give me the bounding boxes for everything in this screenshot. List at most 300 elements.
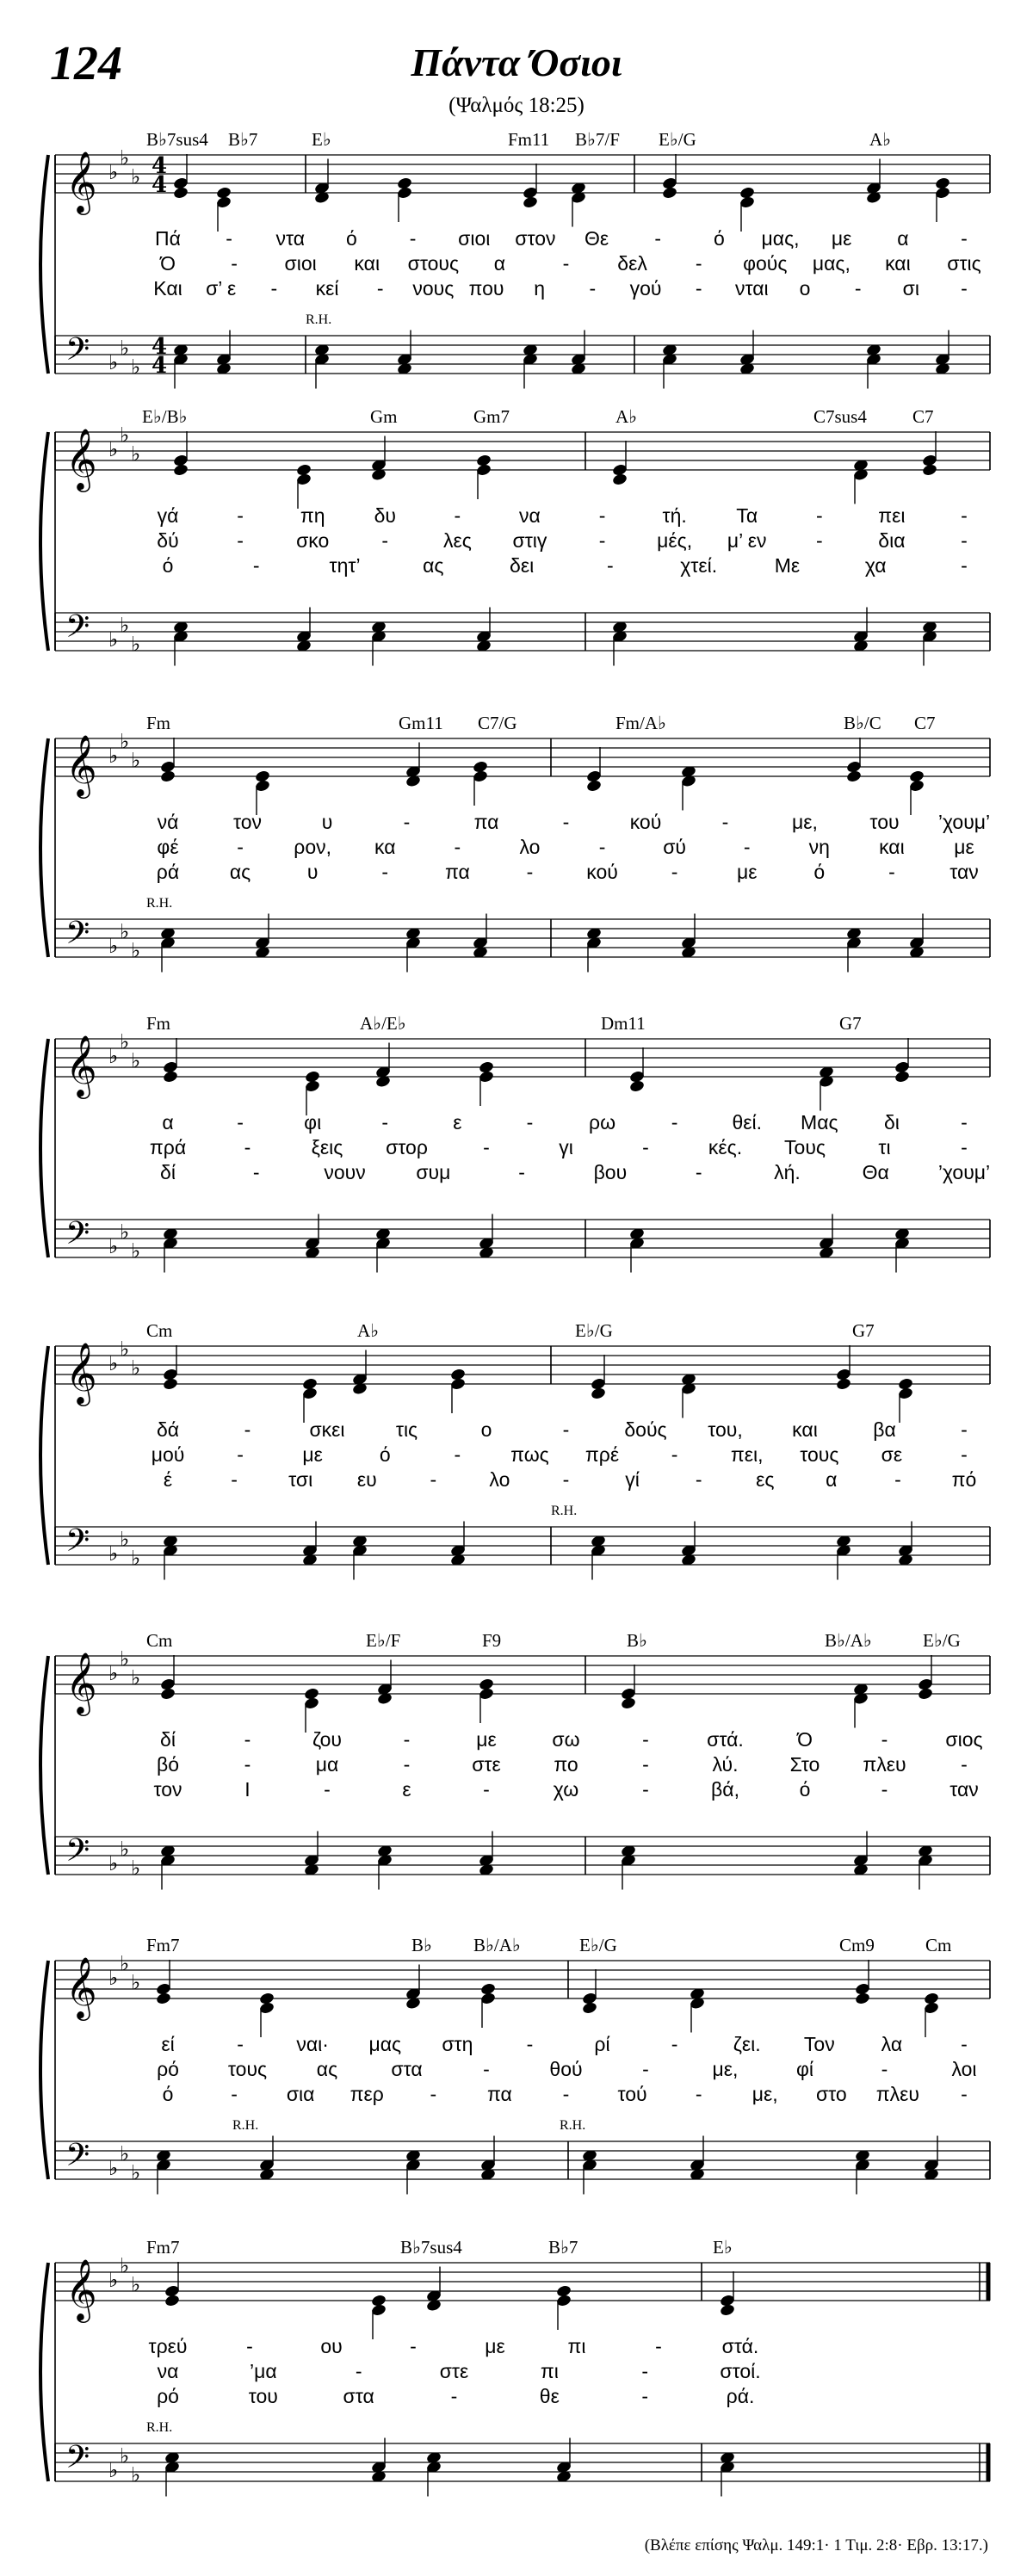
lyric-syllable: Στο — [789, 1753, 820, 1776]
note — [836, 1535, 852, 1580]
lyric-hyphen: - — [695, 1161, 702, 1183]
lyric-syllable: ρά — [156, 861, 180, 883]
note — [662, 343, 678, 389]
lyric-syllable: α — [826, 1468, 838, 1491]
lyric-hyphen: - — [961, 2083, 968, 2105]
lyric-hyphen: - — [454, 1443, 461, 1466]
lyric-syllable: τον — [153, 1778, 182, 1801]
lyric-syllable: περ — [349, 2083, 384, 2105]
lyric-syllable: η — [534, 277, 546, 300]
lyric-syllable: στη — [442, 2033, 473, 2055]
flat-icon: ♭ — [120, 2443, 130, 2468]
lyric-syllable: τή. — [662, 504, 687, 527]
note — [909, 769, 925, 815]
note — [305, 1070, 321, 1115]
note — [621, 1844, 637, 1890]
note — [450, 1368, 467, 1413]
lyric-syllable: μού — [151, 1443, 185, 1466]
lyric-hyphen: - — [881, 1728, 888, 1751]
lyric-syllable: ό — [162, 2083, 174, 2105]
lyric-syllable: ρω — [589, 1111, 616, 1134]
lyric-syllable: κού — [629, 811, 662, 833]
lyric-hyphen: - — [483, 1136, 490, 1158]
flat-icon: ♭ — [108, 1351, 119, 1375]
right-hand-mark: R.H. — [560, 2118, 586, 2133]
lyric-syllable: με — [831, 227, 852, 250]
lyric-syllable: να — [157, 2360, 179, 2382]
lyric-hyphen: - — [381, 861, 389, 883]
note-head — [894, 1070, 911, 1084]
note — [853, 1683, 869, 1728]
bass-staff — [55, 915, 990, 963]
note-head — [612, 473, 628, 486]
lyric-syllable: σω — [552, 1728, 580, 1751]
note — [739, 330, 756, 376]
lyric-syllable: ε — [453, 1111, 462, 1134]
flat-icon: ♭ — [120, 2253, 130, 2278]
note — [377, 1844, 393, 1890]
lyric-hyphen: - — [815, 529, 823, 552]
chord-symbol: Fm — [146, 713, 171, 733]
note-head — [160, 1687, 176, 1701]
lyric-hyphen: - — [598, 504, 606, 527]
note — [629, 1047, 646, 1093]
note — [255, 769, 271, 815]
note — [819, 1066, 835, 1111]
lyric-syllable: πη — [300, 504, 325, 527]
lyric-syllable: στον — [515, 227, 556, 250]
flat-icon: ♭ — [108, 2156, 119, 2180]
flat-icon: ♭ — [108, 1966, 119, 1990]
lyric-hyphen: - — [518, 1161, 525, 1183]
lyric-syllable: ο — [799, 277, 811, 300]
lyric-syllable: σιος — [945, 1728, 983, 1751]
note — [924, 2136, 940, 2182]
bass-clef-icon: 𝄢 — [65, 1523, 90, 1566]
note — [480, 2136, 497, 2182]
flat-icon: ♭ — [108, 1044, 119, 1068]
lyric-syllable: ό — [379, 1443, 391, 1466]
flat-icon: ♭ — [108, 1541, 119, 1566]
note — [621, 1665, 637, 1710]
note — [853, 1832, 869, 1877]
note-head — [586, 779, 603, 793]
lyric-syllable: κεί — [315, 277, 339, 300]
lyric-syllable: σ’ ε — [206, 277, 237, 300]
lyric-syllable: με — [476, 1728, 497, 1751]
bass-staff — [55, 1523, 990, 1571]
lyric-hyphen: - — [430, 2083, 437, 2105]
lyric-syllable: με, — [712, 2058, 739, 2080]
lyric-syllable: χτεί. — [680, 554, 718, 577]
note-head — [918, 1687, 934, 1701]
lyric-hyphen: - — [642, 1136, 649, 1158]
chord-symbol: E♭/F — [366, 1630, 401, 1651]
lyric-syllable: κές. — [708, 1136, 743, 1158]
lyric-syllable: ’μα — [249, 2360, 277, 2382]
lyric-hyphen: - — [961, 1418, 968, 1441]
chord-symbol: B♭7sus4 — [400, 2237, 462, 2258]
note — [479, 1677, 495, 1723]
lyric-line — [0, 528, 1033, 553]
lyric-hyphen: - — [961, 277, 968, 300]
lyric-syllable: σια — [286, 2083, 315, 2105]
flat-icon: ♭ — [131, 2462, 141, 2487]
chord-symbol: E♭/B♭ — [142, 406, 188, 427]
lyric-line — [0, 2032, 1033, 2057]
lyric-syllable: βό — [156, 1753, 180, 1776]
lyric-syllable: Θε — [584, 227, 609, 250]
flat-icon: ♭ — [120, 613, 130, 638]
lyric-syllable: στους — [407, 252, 460, 275]
flat-icon: ♭ — [108, 160, 119, 184]
lyric-hyphen: - — [562, 252, 570, 275]
note — [314, 343, 331, 389]
note-head — [160, 769, 176, 783]
lyric-line — [0, 1777, 1033, 1802]
lyric-syllable: γά — [157, 504, 179, 527]
lyric-syllable: δελ — [617, 252, 647, 275]
lyric-hyphen: - — [403, 811, 411, 833]
lyric-syllable: και — [792, 1418, 818, 1441]
music-system — [0, 1319, 1033, 1594]
lyric-syllable: λή. — [774, 1161, 801, 1183]
treble-staff — [55, 1030, 990, 1100]
chord-symbol: Fm7 — [146, 1935, 180, 1955]
note — [739, 186, 756, 232]
lyric-syllable: ας — [316, 2058, 338, 2080]
chord-symbol: Fm7 — [146, 2237, 180, 2258]
bass-staff — [55, 331, 990, 380]
lyric-hyphen: - — [244, 1418, 251, 1441]
flat-icon: ♭ — [120, 1837, 130, 1862]
flat-icon: ♭ — [120, 919, 130, 944]
lyric-hyphen: - — [961, 1443, 968, 1466]
treble-clef-icon: 𝄞 — [65, 1034, 97, 1096]
lyric-syllable: βου — [593, 1161, 628, 1183]
lyric-syllable: ό — [799, 1778, 811, 1801]
note — [918, 1655, 934, 1701]
note — [164, 2451, 181, 2497]
note — [591, 1535, 607, 1580]
lyric-syllable: Τους — [784, 1136, 826, 1158]
note — [894, 1227, 911, 1273]
music-system — [0, 2235, 1033, 2511]
chord-symbol: Gm11 — [399, 713, 443, 733]
lyric-hyphen: - — [961, 1753, 968, 1776]
flat-icon: ♭ — [131, 632, 141, 657]
note — [296, 463, 312, 509]
note — [255, 914, 271, 960]
chord-symbol: Fm11 — [508, 129, 550, 150]
treble-clef-icon: 𝄞 — [65, 2258, 97, 2320]
lyric-hyphen: - — [695, 1468, 702, 1491]
right-hand-mark: R.H. — [146, 2420, 173, 2435]
note-head — [591, 1387, 607, 1400]
note — [173, 431, 189, 477]
lyric-hyphen: - — [226, 227, 232, 250]
note — [935, 330, 951, 376]
lyric-syllable: ό — [713, 227, 725, 250]
lyric-syllable: στά. — [707, 1728, 744, 1751]
lyric-hyphen: - — [671, 1443, 678, 1466]
lyric-hyphen: - — [961, 554, 968, 577]
lyric-hyphen: - — [642, 1753, 649, 1776]
note — [586, 927, 603, 973]
lyric-hyphen: - — [894, 1468, 901, 1491]
lyric-hyphen: - — [695, 277, 702, 300]
note-head — [629, 1079, 646, 1093]
lyric-syllable: του — [869, 811, 900, 833]
lyric-syllable: τι — [878, 1136, 891, 1158]
lyric-line — [0, 276, 1033, 301]
lyric-line — [0, 503, 1033, 528]
lyric-hyphen: - — [671, 861, 678, 883]
note — [163, 1345, 179, 1391]
note — [160, 927, 176, 973]
lyric-line — [0, 251, 1033, 276]
lyric-line — [0, 2359, 1033, 2384]
lyric-hyphen: - — [961, 1111, 968, 1134]
lyric-syllable: ας — [423, 554, 444, 577]
chord-symbol: B♭/A♭ — [825, 1630, 872, 1651]
lyric-syllable: ναι· — [296, 2033, 329, 2055]
bass-clef-icon: 𝄢 — [65, 608, 90, 652]
lyric-syllable: λες — [442, 529, 472, 552]
lyric-syllable: εί — [161, 2033, 175, 2055]
lyric-syllable: ’χουμ’ — [937, 811, 991, 833]
lyric-syllable: τους — [800, 1443, 839, 1466]
note-head — [836, 1377, 852, 1391]
note — [173, 343, 189, 389]
note — [216, 186, 232, 232]
lyric-syllable: σύ — [663, 836, 687, 858]
flat-icon: ♭ — [120, 1527, 130, 1552]
lyric-syllable: στις — [947, 252, 981, 275]
note — [173, 621, 189, 666]
lyric-syllable: θε — [539, 2385, 560, 2407]
note-head — [621, 1696, 637, 1710]
lyric-syllable: δί — [160, 1728, 176, 1751]
bass-staff — [55, 1215, 990, 1263]
lyric-syllable: Θα — [862, 1161, 889, 1183]
flat-icon: ♭ — [131, 1048, 141, 1073]
lyric-syllable: πει, — [730, 1443, 764, 1466]
lyric-syllable: στε — [439, 2360, 469, 2382]
lyric-syllable: α — [897, 227, 909, 250]
lyric-syllable: ταν — [949, 861, 979, 883]
note — [855, 2149, 871, 2195]
note — [405, 743, 422, 788]
note — [377, 1660, 393, 1706]
note — [586, 747, 603, 793]
lyric-syllable: τσι — [288, 1468, 313, 1491]
flat-icon: ♭ — [120, 1029, 130, 1054]
lyric-syllable: πα — [473, 811, 499, 833]
lyric-syllable: στιγ — [512, 529, 547, 552]
chord-symbol: E♭/G — [575, 1320, 613, 1341]
lyric-syllable: δούς — [624, 1418, 667, 1441]
note — [479, 1060, 495, 1106]
lyric-syllable: ζει. — [733, 2033, 761, 2055]
flat-icon: ♭ — [120, 1951, 130, 1976]
note — [259, 1992, 275, 2037]
lyric-syllable: λο — [489, 1468, 510, 1491]
note — [523, 164, 539, 209]
lyric-hyphen: - — [671, 1111, 678, 1134]
lyric-syllable: θεί. — [732, 1111, 762, 1134]
music-system — [0, 711, 1033, 986]
bass-staff — [55, 1832, 990, 1881]
flat-icon: ♭ — [108, 437, 119, 461]
lyric-syllable: γού — [629, 277, 662, 300]
lyric-hyphen: - — [641, 2385, 648, 2407]
note — [846, 927, 863, 973]
note — [156, 1960, 172, 2005]
chord-symbol: Gm7 — [473, 406, 510, 427]
lyric-line — [0, 2082, 1033, 2107]
time-signature-digit: 4 — [152, 334, 168, 360]
lyric-syllable: πλευ — [863, 1753, 906, 1776]
lyric-hyphen: - — [888, 861, 895, 883]
lyric-line — [0, 2384, 1033, 2409]
note — [662, 154, 678, 200]
note — [426, 2267, 442, 2313]
note-head — [523, 195, 539, 209]
lyric-syllable: να — [519, 504, 541, 527]
lyric-hyphen: - — [655, 2335, 662, 2357]
lyric-syllable: Τα — [736, 504, 758, 527]
note — [304, 1832, 320, 1877]
flat-icon: ♭ — [131, 1856, 141, 1881]
chord-symbol: B♭ — [411, 1935, 432, 1955]
note-head — [846, 769, 863, 783]
lyric-syllable: στα — [391, 2058, 423, 2080]
hymn-title: Πάντα Όσιοι — [411, 40, 622, 84]
lyric-syllable: νά — [157, 811, 179, 833]
note — [163, 1535, 179, 1580]
lyric-syllable: Με — [774, 554, 801, 577]
note — [352, 1350, 368, 1396]
lyric-syllable: συμ — [416, 1161, 451, 1183]
note — [259, 2136, 275, 2182]
music-system — [0, 1933, 1033, 2208]
note-head — [164, 2294, 181, 2307]
flat-icon: ♭ — [131, 748, 141, 773]
lyric-hyphen: - — [642, 1778, 649, 1801]
note — [855, 1960, 871, 2005]
note — [853, 608, 869, 653]
note — [556, 2284, 572, 2330]
note — [476, 454, 492, 499]
note — [924, 1992, 940, 2037]
note — [866, 343, 882, 389]
lyric-syllable: νους — [412, 277, 455, 300]
lyric-hyphen: - — [654, 227, 662, 250]
lyric-syllable: ας — [229, 861, 251, 883]
lyric-line — [0, 835, 1033, 860]
note-head — [855, 1992, 871, 2005]
music-system — [0, 1011, 1033, 1287]
lyric-syllable: λύ. — [712, 1753, 739, 1776]
lyric-syllable: ό — [346, 227, 357, 250]
lyric-line — [0, 1135, 1033, 1160]
lyric-syllable: Πά — [155, 227, 181, 250]
note — [450, 1522, 467, 1567]
lyric-syllable: μές, — [657, 529, 693, 552]
lyric-syllable: στοί. — [720, 2360, 761, 2382]
lyric-syllable: κα — [374, 836, 396, 858]
flat-icon: ♭ — [131, 1665, 141, 1690]
note — [612, 441, 628, 486]
right-hand-mark: R.H. — [232, 2118, 259, 2133]
lyric-hyphen: - — [743, 836, 751, 858]
note — [629, 1227, 646, 1273]
lyric-syllable: τρεύ — [148, 2335, 188, 2357]
note — [690, 1987, 706, 2033]
chord-symbol: A♭ — [869, 129, 892, 150]
note — [898, 1377, 914, 1423]
note — [476, 608, 492, 653]
chord-symbol: Cm — [146, 1630, 173, 1651]
flat-icon: ♭ — [108, 627, 119, 652]
treble-clef-icon: 𝄞 — [65, 1955, 97, 2018]
note — [352, 1535, 368, 1580]
lyric-syllable: με, — [752, 2083, 778, 2105]
lyric-syllable: και — [885, 252, 911, 275]
flat-icon: ♭ — [108, 350, 119, 374]
note — [397, 176, 413, 222]
lyric-syllable: πο — [554, 1753, 578, 1776]
treble-clef-icon: 𝄞 — [65, 150, 97, 213]
note — [305, 1214, 321, 1260]
note — [909, 914, 925, 960]
bass-staff — [55, 2439, 990, 2487]
right-hand-mark: R.H. — [146, 896, 173, 911]
lyric-syllable: λο — [519, 836, 541, 858]
flat-icon: ♭ — [120, 1220, 130, 1245]
lyric-hyphen: - — [881, 2058, 888, 2080]
note — [898, 1522, 914, 1567]
chord-symbol: C7sus4 — [813, 406, 867, 427]
lyric-syllable: ρό — [157, 2058, 179, 2080]
lyric-syllable: πει — [878, 504, 906, 527]
lyric-syllable: σε — [881, 1443, 903, 1466]
lyric-syllable: πα — [444, 861, 470, 883]
flat-icon: ♭ — [131, 1239, 141, 1263]
lyric-hyphen: - — [237, 836, 244, 858]
note — [314, 159, 331, 205]
note — [173, 154, 189, 200]
lyric-syllable: ζου — [312, 1728, 342, 1751]
lyric-hyphen: - — [721, 811, 729, 833]
note — [866, 159, 882, 205]
chord-symbol: C7 — [912, 406, 934, 427]
note — [296, 608, 312, 653]
lyric-hyphen: - — [381, 529, 389, 552]
lyric-syllable: τον — [232, 811, 263, 833]
lyric-syllable: φέ — [157, 836, 179, 858]
lyric-syllable: στά. — [721, 2335, 759, 2357]
music-system — [0, 405, 1033, 680]
lyric-syllable: ρον, — [294, 836, 332, 858]
lyric-syllable: Ι — [244, 1778, 251, 1801]
lyric-syllable: στα — [343, 2385, 374, 2407]
lyric-hyphen: - — [454, 504, 461, 527]
lyric-syllable: τητ’ — [329, 554, 361, 577]
note — [160, 1655, 176, 1701]
treble-clef-icon: 𝄞 — [65, 1341, 97, 1404]
